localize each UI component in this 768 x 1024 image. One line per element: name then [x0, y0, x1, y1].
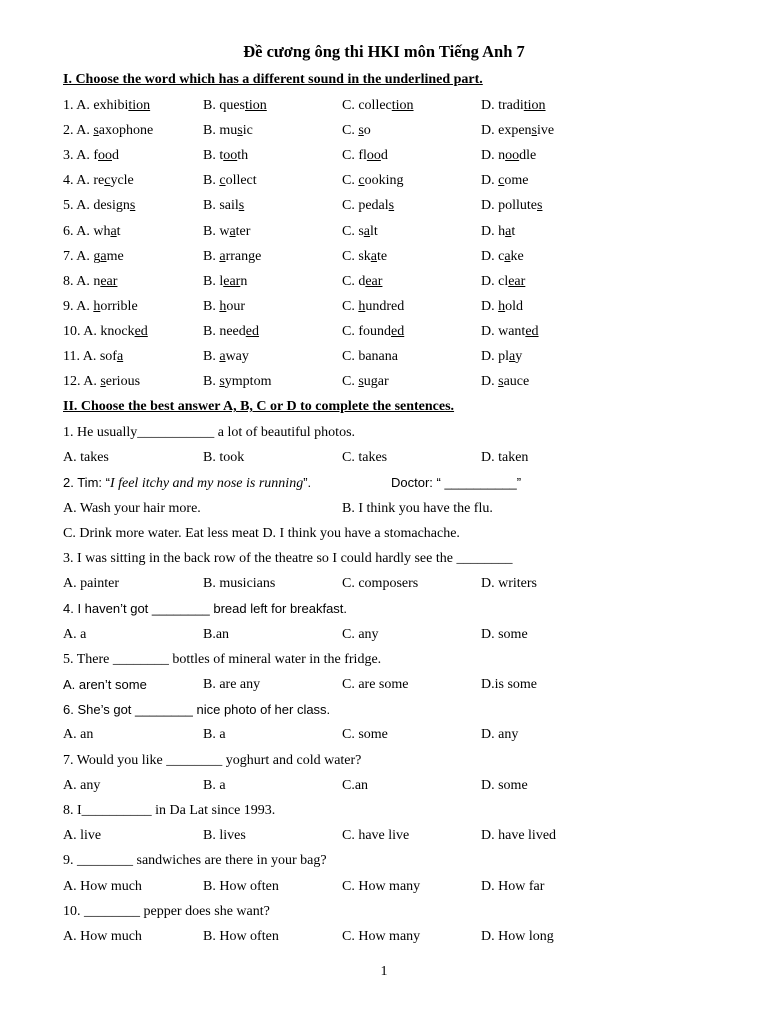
underlined-part: s: [129, 198, 136, 214]
question-stem: 2. Tim: “: [63, 475, 110, 491]
word-option: [63, 222, 121, 242]
word-prefix: B. l: [203, 273, 224, 289]
underlined-part: s: [531, 123, 537, 139]
underlined-part: c: [104, 173, 111, 189]
question-text: [63, 549, 743, 569]
answer-option: A. an: [63, 727, 94, 743]
word-option: [481, 372, 529, 392]
pronunciation-row: [63, 372, 743, 392]
answer-option: C. Drink more water. Eat less meat D. I think you have a stomachache.: [63, 525, 460, 541]
underlined-part: ed: [391, 323, 405, 339]
answer-option: D. some: [481, 626, 528, 642]
word-prefix: 3. A. f: [63, 148, 98, 164]
word-option: [481, 222, 515, 242]
answer-option: A. Wash your hair more.: [63, 500, 201, 516]
word-option: [63, 96, 150, 116]
answer-option: A. How much: [63, 929, 142, 944]
word-prefix: D. n: [481, 148, 506, 164]
answer-options: [63, 675, 743, 695]
quoted-speech: I feel itchy and my nose is running: [109, 476, 304, 492]
word-option: [203, 222, 250, 242]
question-stem-end: ”.: [303, 475, 312, 491]
answer-option: D. taken: [481, 450, 529, 466]
question-text: [63, 599, 743, 619]
underlined-part: s: [388, 198, 395, 214]
underlined-part: ed: [134, 323, 148, 339]
underlined-part: oo: [223, 148, 238, 164]
word-prefix: B. t: [203, 148, 224, 164]
answer-options: [63, 499, 743, 519]
underlined-part: c: [358, 173, 365, 189]
pronunciation-row: [63, 146, 743, 166]
underlined-part: s: [238, 198, 245, 214]
word-option: [203, 322, 259, 342]
pronunciation-row: [63, 272, 743, 292]
page-title: Đề cương ông thi HKI môn Tiếng Anh 7: [243, 42, 525, 61]
underlined-part: a: [219, 248, 226, 264]
pronunciation-row: [63, 96, 743, 116]
word-option: [342, 96, 414, 116]
word-prefix: D. expen: [481, 123, 532, 139]
underlined-part: tion: [245, 98, 267, 113]
word-suffix: ive: [537, 123, 555, 139]
word-suffix: te: [377, 248, 388, 264]
underlined-part: ear: [365, 273, 383, 289]
word-option: [63, 146, 119, 166]
word-prefix: 10. A. knock: [63, 323, 135, 339]
answer-option: C. are some: [342, 677, 409, 692]
word-prefix: B. mu: [203, 123, 238, 139]
answer-option: D. any: [481, 727, 519, 743]
answer-option: B. How often: [203, 878, 279, 894]
underlined-part: h: [358, 298, 366, 314]
answer-option: A. live: [63, 828, 102, 844]
word-suffix: ugar: [363, 374, 389, 390]
word-suffix: y: [515, 349, 523, 364]
word-option: [203, 96, 267, 116]
word-option: [481, 171, 528, 191]
underlined-part: h: [219, 298, 227, 314]
answer-options: [63, 448, 743, 468]
word-prefix: B. sail: [203, 198, 239, 214]
word-suffix: way: [225, 349, 249, 364]
word-option: [203, 297, 245, 317]
word-suffix: axophone: [98, 123, 154, 139]
answer-option: B. musicians: [203, 576, 276, 592]
word-prefix: 11. A. sof: [63, 349, 117, 364]
answer-options: [63, 625, 743, 645]
pronunciation-row: [63, 121, 743, 141]
underlined-part: c: [219, 173, 226, 189]
underlined-part: a: [116, 349, 124, 364]
underlined-part: s: [537, 198, 543, 214]
question-stem: 3. I was sitting in the back row of the theatre so I could hardly see the ________: [63, 551, 513, 566]
word-option: [481, 146, 536, 166]
word-prefix: D. h: [481, 223, 506, 239]
word-option: [342, 272, 382, 292]
word-suffix: our: [226, 298, 246, 314]
word-prefix: D. cl: [481, 273, 509, 289]
word-prefix: B. ques: [203, 98, 245, 113]
word-prefix: B.: [203, 298, 220, 314]
word-prefix: B. need: [203, 323, 246, 339]
word-option: [203, 171, 257, 191]
answer-options: [63, 776, 743, 796]
answer-option: D. How long: [481, 929, 554, 944]
word-prefix: 5. A. design: [63, 198, 130, 214]
underlined-part: a: [370, 248, 378, 264]
underlined-part: ed: [525, 323, 539, 339]
answer-option: A. any: [63, 777, 101, 793]
word-option: [63, 196, 135, 216]
answer-option: C. composers: [342, 576, 419, 592]
underlined-part: s: [93, 123, 99, 139]
word-suffix: ter: [235, 223, 251, 239]
word-prefix: C. s: [342, 223, 364, 239]
word-option: [342, 222, 378, 242]
question-text: [63, 650, 743, 670]
answer-options: [63, 826, 743, 846]
answer-option: B. a: [203, 777, 226, 793]
answer-option: B. I think you have the flu.: [342, 500, 493, 516]
word-option: [342, 171, 403, 191]
section-1-heading: I. Choose the word which has a different sound in the underlined part.: [63, 72, 483, 87]
word-prefix: C. d: [342, 273, 366, 289]
underlined-part: oo: [505, 148, 520, 164]
word-prefix: D. tradi: [481, 98, 524, 113]
word-option: [342, 196, 394, 216]
word-prefix: 7. A. g: [63, 248, 101, 264]
answer-option: B. took: [203, 450, 245, 466]
underlined-part: s: [358, 374, 364, 390]
word-option: [481, 96, 546, 116]
word-prefix: C.: [342, 374, 359, 390]
underlined-part: ear: [223, 273, 241, 289]
question-text: [63, 902, 743, 922]
underlined-part: ed: [245, 323, 259, 339]
word-option: [481, 322, 539, 342]
answer-option: A. takes: [63, 450, 109, 466]
word-option: [63, 372, 140, 392]
underlined-part: a: [504, 248, 511, 264]
word-suffix: rrange: [225, 248, 262, 264]
underlined-part: h: [498, 298, 506, 314]
section-2-heading: II. Choose the best answer A, B, C or D to complete the sentences.: [63, 399, 455, 414]
word-prefix: B. w: [203, 223, 230, 239]
word-suffix: d: [112, 148, 119, 164]
answer-option: C. some: [342, 727, 388, 743]
word-prefix: D.: [481, 298, 499, 314]
word-option: [342, 146, 388, 166]
word-option: [63, 347, 123, 367]
word-option: [63, 272, 117, 292]
word-suffix: auce: [503, 374, 530, 390]
underlined-part: s: [237, 123, 243, 139]
underlined-part: oo: [98, 148, 112, 164]
word-option: [203, 146, 248, 166]
answer-option: C.an: [342, 777, 369, 793]
word-prefix: C. sk: [342, 248, 371, 264]
word-prefix: 8. A. n: [63, 273, 101, 289]
word-option: [203, 121, 253, 141]
word-prefix: D. c: [481, 248, 505, 264]
word-suffix: th: [237, 148, 249, 164]
word-option: [481, 121, 554, 141]
word-option: [481, 247, 524, 267]
answer-option: A. aren’t some: [63, 677, 147, 692]
word-option: [481, 347, 522, 367]
word-option: [63, 322, 148, 342]
word-option: [63, 171, 134, 191]
underlined-part: a: [363, 223, 371, 239]
underlined-part: oo: [366, 148, 381, 164]
underlined-part: s: [100, 374, 106, 390]
pronunciation-row: [63, 222, 743, 242]
word-prefix: C. found: [342, 323, 391, 339]
word-suffix: ymptom: [224, 374, 272, 390]
word-suffix: ycle: [110, 173, 134, 189]
word-option: [63, 247, 124, 267]
word-prefix: B.: [203, 173, 220, 189]
question-text: [63, 423, 743, 443]
doctor-reply: Doctor: “ __________”: [391, 475, 522, 491]
question-text: [63, 751, 743, 771]
word-option: [342, 322, 404, 342]
question-stem: 6. She’s got ________ nice photo of her class.: [63, 702, 331, 718]
answer-option: C. How many: [342, 878, 421, 894]
word-prefix: C.: [342, 173, 359, 189]
answer-option: C. How many: [342, 929, 421, 944]
underlined-part: a: [509, 349, 516, 364]
word-prefix: D. want: [481, 323, 526, 339]
word-suffix: me: [106, 248, 124, 264]
word-prefix: C.: [342, 298, 359, 314]
underlined-part: tion: [128, 98, 151, 113]
word-option: [63, 297, 138, 317]
word-option: [342, 247, 387, 267]
answer-option: B. a: [203, 727, 226, 743]
word-prefix: C. pedal: [342, 198, 389, 214]
pronunciation-row: [63, 247, 743, 267]
word-option: [63, 121, 153, 141]
question-stem: 1. He usually___________ a lot of beautiful photos.: [63, 425, 356, 440]
question-stem: 9. ________ sandwiches are there in your bag?: [63, 853, 327, 869]
word-suffix: n: [240, 273, 248, 289]
word-suffix: d: [380, 148, 388, 164]
answer-option: D. have lived: [481, 828, 557, 844]
word-option: [203, 247, 261, 267]
answer-option: B. How often: [203, 929, 279, 944]
pronunciation-row: [63, 347, 743, 367]
word-option: [203, 196, 244, 216]
word-prefix: C. collec: [342, 98, 392, 113]
answer-option: A. How much: [63, 878, 142, 894]
word-suffix: ic: [242, 123, 253, 139]
word-prefix: B.: [203, 374, 220, 390]
underlined-part: a: [110, 223, 117, 239]
pronunciation-row: [63, 196, 743, 216]
word-suffix: ke: [510, 248, 524, 264]
answer-option: A. painter: [63, 576, 119, 592]
pronunciation-row: [63, 322, 743, 342]
word-suffix: erious: [105, 374, 141, 390]
underlined-part: tion: [391, 98, 414, 113]
underlined-part: s: [219, 374, 225, 390]
answer-option: D. some: [481, 777, 528, 793]
question-stem: 4. I haven’t got ________ bread left for breakfast.: [63, 601, 348, 617]
answer-option: D. writers: [481, 576, 537, 592]
underlined-part: ear: [100, 273, 118, 289]
word-suffix: ome: [504, 173, 529, 189]
word-suffix: lt: [370, 223, 378, 239]
word-suffix: t: [511, 223, 516, 239]
word-suffix: ooking: [364, 173, 404, 189]
pronunciation-row: [63, 171, 743, 191]
question-text: [63, 851, 743, 871]
word-option: [203, 272, 247, 292]
answer-option: C. any: [342, 626, 379, 642]
word-suffix: orrible: [100, 298, 138, 314]
question-stem: 5. There ________ bottles of mineral water in the fridge.: [63, 651, 382, 667]
question-text: [63, 801, 743, 821]
word-option: [481, 196, 542, 216]
word-prefix: B.: [203, 248, 220, 264]
answer-options: [63, 574, 743, 594]
answer-option: D.is some: [481, 677, 537, 692]
word-option: [481, 297, 523, 317]
answer-options: [63, 725, 743, 745]
underlined-part: c: [498, 173, 505, 189]
word-prefix: D. pollute: [481, 198, 537, 214]
question-text: [63, 700, 743, 720]
word-prefix: 9. A.: [63, 298, 94, 314]
underlined-part: tion: [523, 98, 546, 113]
word-prefix: B.: [203, 349, 220, 364]
underlined-part: a: [219, 349, 226, 364]
word-prefix: C. fl: [342, 148, 367, 164]
underlined-part: a: [100, 248, 107, 264]
answer-options: [63, 877, 743, 897]
answer-option: C. takes: [342, 450, 388, 466]
word-prefix: C.: [342, 123, 359, 139]
question-stem: 8. I__________ in Da Lat since 1993.: [63, 803, 276, 818]
word-option: [342, 372, 389, 392]
answer-option: B. lives: [203, 828, 246, 844]
word-option: [203, 372, 271, 392]
word-option: [203, 347, 249, 367]
word-option: [342, 297, 404, 317]
word-prefix: D.: [481, 374, 499, 390]
question-stem: 10. ________ pepper does she want?: [63, 903, 270, 919]
answer-option: C. have live: [342, 828, 410, 844]
underlined-part: a: [505, 223, 512, 239]
word-suffix: dle: [519, 148, 537, 164]
word-suffix: undred: [365, 298, 405, 314]
word-prefix: C. banana: [342, 349, 398, 364]
word-suffix: old: [505, 298, 524, 314]
word-suffix: ollect: [225, 173, 257, 189]
word-suffix: t: [116, 223, 121, 239]
underlined-part: ear: [508, 273, 526, 289]
answer-option: A. a: [63, 626, 87, 642]
question-text: [63, 473, 743, 493]
answer-option: B. are any: [203, 677, 261, 692]
underlined-part: s: [498, 374, 504, 390]
word-prefix: 4. A. re: [63, 173, 105, 189]
word-prefix: D. pl: [481, 349, 509, 364]
page-number: 1: [380, 964, 388, 979]
underlined-part: a: [229, 223, 236, 239]
answer-options: [63, 927, 743, 947]
answer-option: B.an: [203, 626, 230, 642]
underlined-part: h: [93, 298, 101, 314]
word-prefix: D.: [481, 173, 499, 189]
word-prefix: 2. A.: [63, 123, 94, 139]
underlined-part: s: [358, 123, 364, 139]
pronunciation-row: [63, 297, 743, 317]
answer-option: D. How far: [481, 878, 545, 894]
answer-options: [63, 524, 743, 544]
word-prefix: 1. A. exhibi: [63, 98, 129, 113]
word-prefix: 12. A.: [63, 374, 101, 390]
word-option: [342, 347, 398, 367]
word-option: [481, 272, 525, 292]
word-prefix: 6. A. wh: [63, 223, 111, 239]
word-suffix: o: [363, 123, 371, 139]
question-stem: 7. Would you like ________ yoghurt and cold water?: [63, 752, 362, 768]
word-option: [342, 121, 371, 141]
